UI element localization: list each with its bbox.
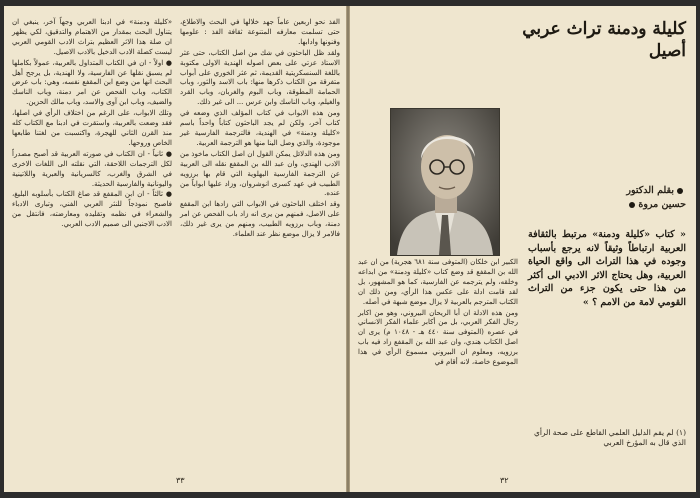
paragraph: «كليلة ودمنة» في ادبنا العربي وجهاً آخر، ينبغي ان يتناول البحث بمقدار من الاهتمام والتدقيق، لكي يظهر ان صلة هذا الاثر العظيم بتراث الادب القومي العربي ليست كصلة الادب الدخيل بالادب الاصيل. <box>12 18 172 56</box>
lead-paragraph: « كتاب «كليلة ودمنة» مرتبط بالثقافة العربية ارتباطاً وثيقاً لانه يرجع بأسباب وجوده في هذا التراث الى واقع الحياة العربية، وهل يحتاج الاثر الادبي الى أكثر من هذا حتى يكون جزء من التراث القومي لامة من الامم ؟ » <box>528 229 686 308</box>
author-photo <box>390 108 500 256</box>
right-page <box>350 6 696 492</box>
page-number: ٣٢ <box>500 476 509 485</box>
byline <box>520 184 686 212</box>
paragraph: ● ثالثاً - ان ابن المقفع قد صاغ الكتاب بأسلوبه البليغ، فاصبح نموذجاً للنثر العربي الفني، وتبارى الادباء والشعراء في نظمه وتقليده ومعارضته، فانتقل من الادب الاجنبي الى صميم الادب العربي. <box>12 190 172 229</box>
author-name: حسين مروة <box>638 199 686 210</box>
paragraph: الفذ نحو اربعين عاماً جهد خلالها في البحث والاطلاع، حتى تسلمت معارفه المتنوعة ثقافة الفذ : علومها وفنونها وادابها. <box>180 18 340 46</box>
footnote <box>528 428 686 448</box>
paragraph: ومن هذه الادلة ان أبا الريحان البيروني، وهو من اكابر رجال الفكر العربي، بل من أكابر علماء الفكر الانساني في عصره (المتوفى سنة ٤٤٠ هـ - ١٠٤٨ م) يرى ان اصل الكتاب هندي، وان عبد الله بن المقفع زاد فيه باب برزويه، ومعلوم ان البيروني مسموع الرأي في هذا الموضوع خاصة، لانه أقام في <box>358 308 518 367</box>
bullet-icon <box>677 188 683 194</box>
left-page-right-column <box>180 18 340 241</box>
right-page-body-column <box>358 258 518 369</box>
footnote-mark: (١) <box>676 428 686 437</box>
paragraph: وتلك الابواب، على الرغم من اختلاف الرأي في اصلها، فقد وضعت بالعربية، واستقرت في ادبنا مع الكتاب كله منذ القرن الثاني للهجرة، واكتسبت من لغتنا طابعها الخاص وروحها. <box>12 109 172 147</box>
author-portrait-image <box>391 109 499 255</box>
bullet-icon <box>629 202 635 208</box>
article-title: كليلة ودمنة تراث عربي أصيل <box>522 19 686 61</box>
left-page-left-column <box>12 18 172 231</box>
paragraph: ● اولاً - ان في الكتاب المتداول بالعربية، عمولاً بكاملها لم يسبق نقلها عن الفارسية، ولا الهندية، بل يرجح أهل البحث انها من وضع ابن المقفع نفسه، وهي: باب عرض الكتاب، وباب الفحص عن امر دمنة، وباب الناسك والضيف، وباب ابن آوى والاسد، وباب مالك الحزين. <box>12 58 172 107</box>
paragraph: ولقد ظل الباحثون في شك من اصل الكتاب، حتى عثر الاستاذ عزتي على بعض اصوله الهندية الاولى مكتوبة باللغة السنسكريتية القديمة، ثم عثر الخوري على أبواب متفرقة من الكتاب ذكرها منها: باب الاسد والثور، وباب الحمامة المطوقة، وباب البوم والغربان، وباب القرد والغيلم، وباب الناسك وابن عرس ... الى غير ذلك. <box>180 48 340 107</box>
footnote-text: لم يقم الدليل العلمي القاطع على صحة الرأي الذي قال به المؤرخ العربي <box>533 428 686 447</box>
paragraph: الكبير ابن خلكان (المتوفى سنة ٦٨١ هجرية) من ان عبد الله بن المقفع قد وضع كتاب «كليلة ودمنة» من ابداعه وخلقه، ولم يترجمه عن الفارسية، كما هو المشهور، بل لقد قامت ادلة على عكس هذا الرأي، ومن ذلك ان الكتاب المترجم بالعربية لا يزال موضع شبهة في أصله. <box>358 258 518 306</box>
page-number: ٣٣ <box>176 476 185 485</box>
paragraph: وقد اختلف الباحثون في الابواب التي زادها ابن المقفع على الاصل، فمنهم من يرى انه زاد باب الفحص عن امر دمنة، وباب برزويه الطبيب، ومنهم من يرى غير ذلك، فالامر لا يزال موضع نظر عند العلماء. <box>180 200 340 239</box>
paragraph: ومن هذه الدلائل يمكن القول ان اصل الكتاب ماخوذ من الادب الهندي، وان عبد الله بن المقفع نقله الى العربية عن الترجمة الفارسية البهلوية التي قام بها برزويه الطبيب في عهد كسرى انوشروان، وزاد عليها ابواباً من عنده. <box>180 149 340 198</box>
paragraph: ومن هذه الابواب في كتاب المؤلف الذي وضعه في كتاب آخر، ولكن لم يجد الباحثون كتاباً واحداً باسم «كليلة ودمنة» في الهندية، فالترجمة الفارسية غير موجودة، والذي وصل الينا منها هو الترجمة العربية. <box>180 109 340 147</box>
left-page <box>4 6 346 492</box>
paragraph: ● ثانياً - ان الكتاب في صورته العربية قد أصبح مصدراً لكل الترجمات اللاحقة، التي نقلته الى اللغات الاخرى في الشرق والغرب، كالسريانية والعبرية واللاتينية واليونانية والفارسية الحديثة. <box>12 149 172 188</box>
byline-label: بقلم الدكتور <box>626 185 674 196</box>
